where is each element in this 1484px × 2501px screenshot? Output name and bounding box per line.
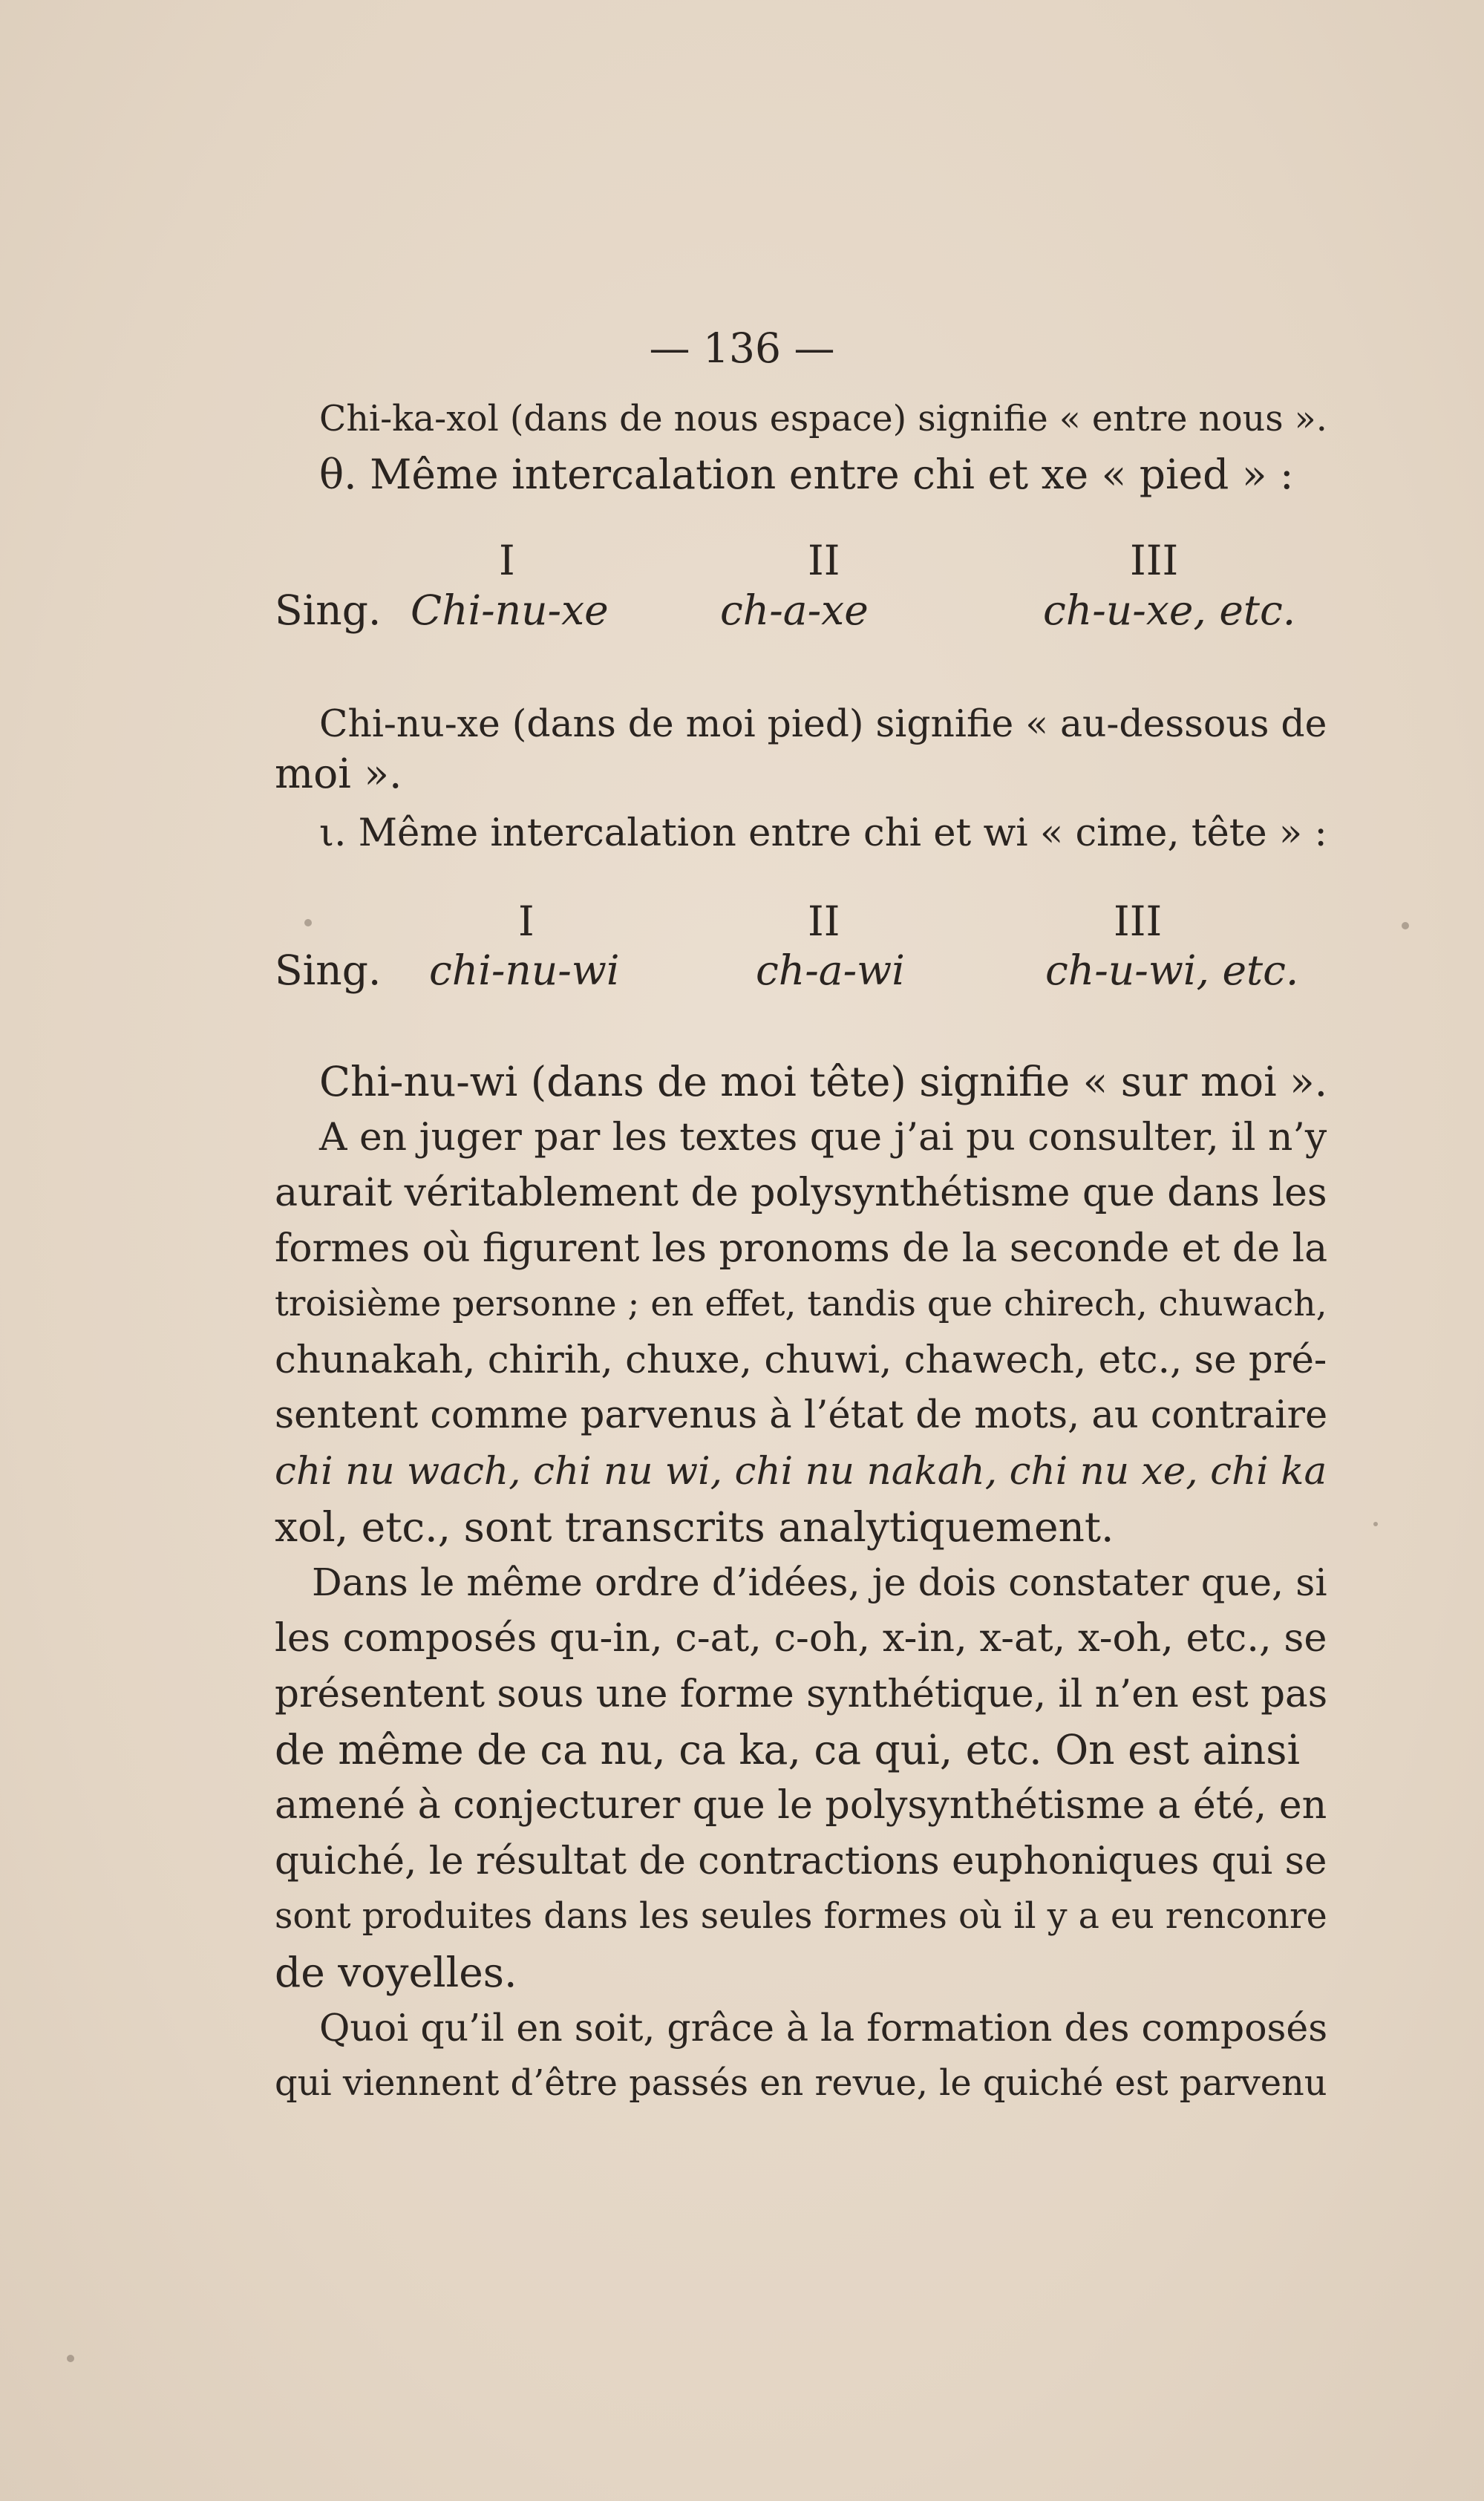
text-line: moi ». (275, 750, 402, 797)
text-line: amené à conjecturer que le polysynthétisme a été, en (275, 1783, 1327, 1828)
text-line: A en juger par les textes que j’ai pu consulter, il n’y (319, 1115, 1327, 1160)
column-header: II (808, 537, 840, 584)
paper-speck (67, 2355, 74, 2362)
text-line: Chi-nu-xe (dans de moi pied) signifie « au-dessous de (319, 702, 1327, 745)
table-cell: ch-u-xe, etc. (1043, 586, 1296, 634)
column-header: II (808, 898, 840, 945)
column-header: III (1114, 898, 1163, 945)
column-header: I (518, 898, 535, 945)
table-cell: Chi-nu-xe (411, 586, 609, 634)
text-line: de même de ca nu, ca ka, ca qui, etc. On est ainsi (275, 1726, 1301, 1773)
text-line: xol, etc., sont transcrits analytiquement. (275, 1503, 1114, 1551)
text-line: Quoi qu’il en soit, grâce à la formation des composés (319, 2006, 1328, 2050)
text-line: chunakah, chirih, chuxe, chuwi, chawech, etc., se pré- (275, 1338, 1327, 1382)
text-line: quiché, le résultat de contractions euphoniques qui se (275, 1839, 1327, 1883)
section-marker: ι. (319, 811, 347, 855)
text-fragment: Même intercalation entre chi et xe « pied » : (370, 451, 1294, 498)
paper-speck (304, 919, 312, 926)
text-line: formes où figurent les pronoms de la seconde et de la (275, 1226, 1328, 1271)
text-line: aurait véritablement de polysynthétisme que dans les (275, 1171, 1327, 1215)
text-line: les composés qu-in, c-at, c-oh, x-in, x-at, x-oh, etc., se (275, 1615, 1327, 1661)
text-line: troisième personne ; en effet, tandis que chirech, chuwach, (275, 1284, 1327, 1324)
text-fragment: Même intercalation entre chi et wi « cime, tête » : (358, 811, 1327, 855)
table-cell: ch-a-wi (756, 947, 905, 994)
table-cell: chi-nu-wi (429, 947, 620, 994)
paper-speck (1402, 922, 1409, 929)
row-label: Sing. (275, 586, 382, 634)
table-cell: ch-u-wi, etc. (1045, 947, 1299, 994)
page-number: — 136 — (649, 324, 835, 372)
text-line: sont produites dans les seules formes où il y a eu renconre (275, 1896, 1327, 1937)
table-cell: ch-a-xe (720, 586, 869, 634)
text-line: Dans le même ordre d’idées, je dois constater que, si (312, 1560, 1327, 1604)
text-line (319, 805, 1327, 860)
column-header: I (499, 537, 515, 584)
text-line: qui viennent d’être passés en revue, le quiché est parvenu (275, 2063, 1327, 2104)
text-line: de voyelles. (275, 1949, 517, 1996)
text-line: présentent sous une forme synthétique, il n’en est pas (275, 1672, 1328, 1716)
text-line: Chi-nu-wi (dans de moi tête) signifie « sur moi ». (319, 1058, 1328, 1105)
text-line (319, 447, 1327, 502)
row-label: Sing. (275, 947, 382, 994)
text-line: sentent comme parvenus à l’état de mots, au contraire (275, 1393, 1328, 1437)
column-header: III (1130, 537, 1179, 584)
section-marker: θ. (319, 451, 357, 498)
text-line: Chi-ka-xol (dans de nous espace) signifie « entre nous ». (319, 399, 1327, 439)
text-line: chi nu wach, chi nu wi, chi nu nakah, chi nu xe, chi ka (275, 1449, 1327, 1494)
paper-speck (1373, 1522, 1378, 1526)
